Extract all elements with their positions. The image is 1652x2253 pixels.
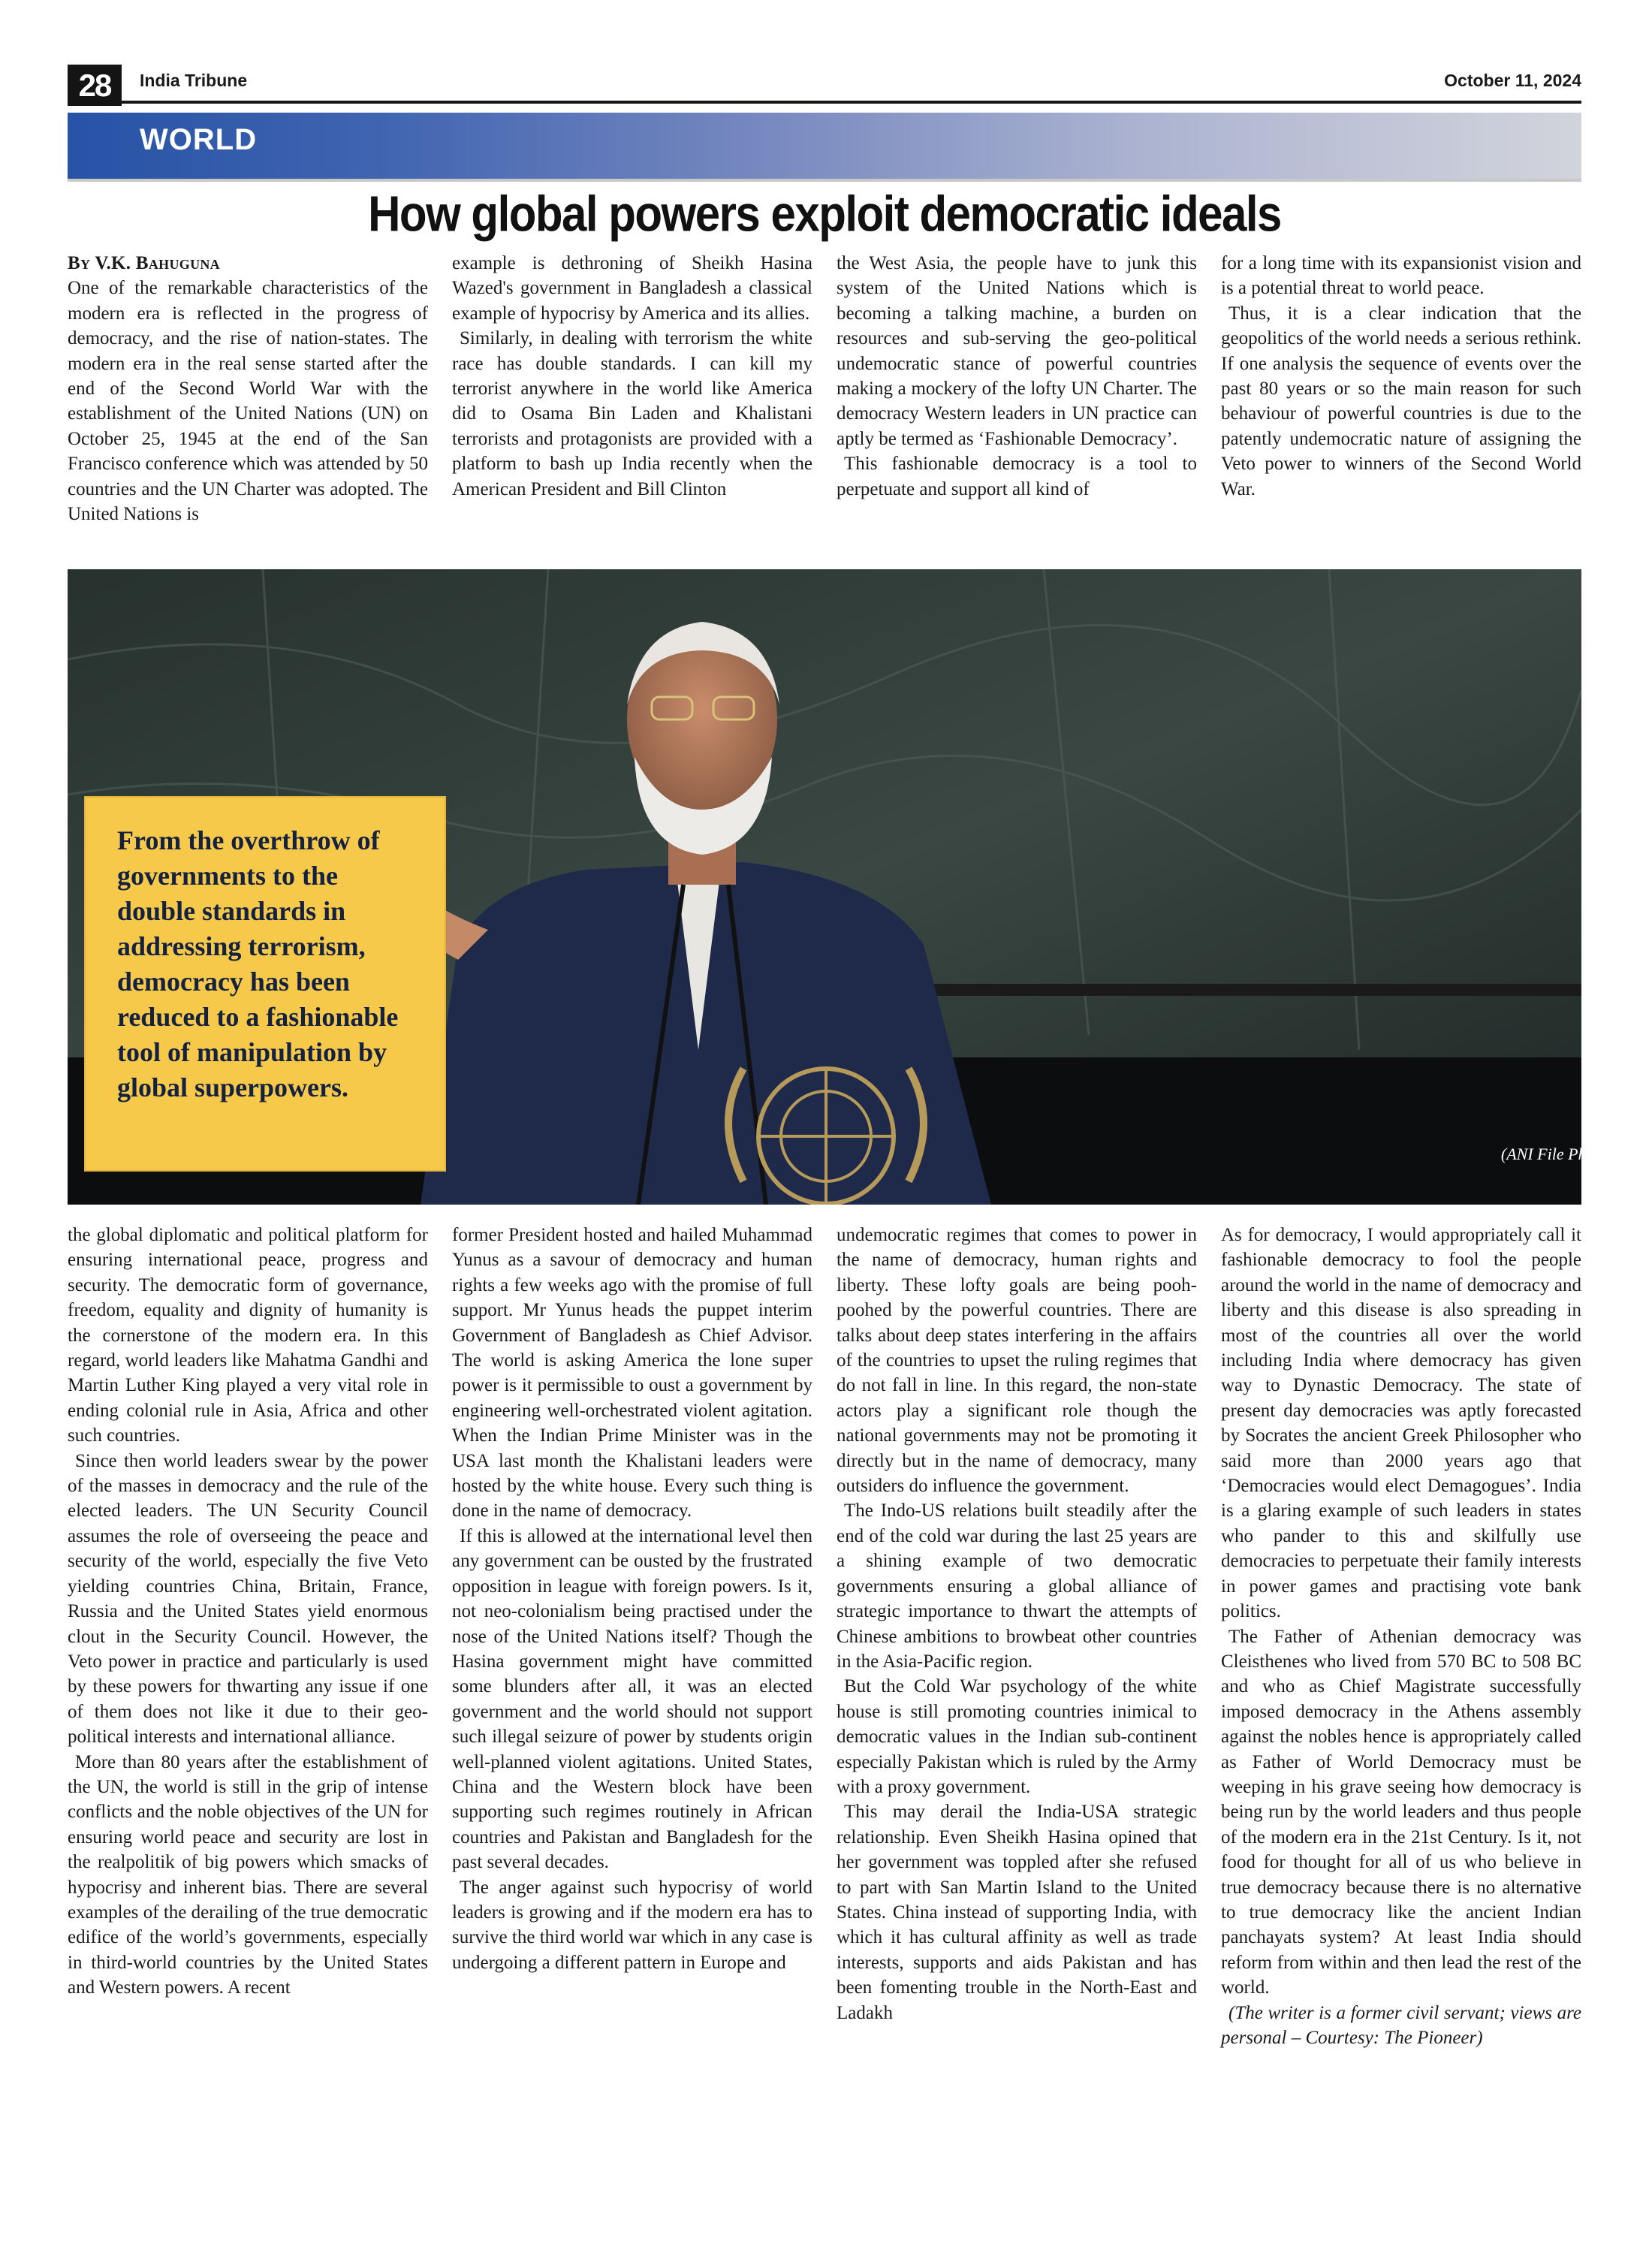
paragraph: Since then world leaders swear by the power of the masses in democracy and the rule of the elected leaders. The UN Security Council assumes the role of overseeing the peace and security of the world, especially the five Veto yielding countries China, Britain, France, Russia and the United States yield enormous clout in the Security Council. However, the Veto power in practice and particularly is used by these powers for thwarting any issue if one of them does not like it due to their geo-political interests and international alliance. bbox=[68, 1450, 428, 1748]
paragraph: Thus, it is a clear indication that the geopolitics of the world needs a serious rethink. If one analysis the sequence of events over the past 80 years or so the main reason for such behaviour of powerful countries is due to the patently undemocratic nature of assigning the Veto power to winners of the Second World War. bbox=[1221, 303, 1581, 499]
publication-date: October 11, 2024 bbox=[1444, 71, 1581, 90]
bottom-column-4 bbox=[1221, 1223, 1581, 2050]
section-band bbox=[68, 113, 1581, 179]
page-header bbox=[68, 65, 1581, 106]
paragraph: example is dethroning of Sheikh Hasina Wazed's government in Bangladesh a classical example of hypocrisy by America and its allies. bbox=[452, 253, 812, 324]
article-bottom-columns bbox=[68, 1223, 1581, 2050]
paragraph: If this is allowed at the international level then any government can be ousted by the frustrated opposition in league with foreign powers. Is it, not neo-colonialism being practised under the nose of the United Nations itself? Though the Hasina government might have committed some blunders after all, it was an elected government and the world should not support such illegal seizure of power by students origin well-planned violent agitations. United States, China and the Western block have been supporting such regimes routinely in African countries and Pakistan and Bangladesh for the past several decades. bbox=[452, 1525, 812, 1873]
paragraph: for a long time with its expansionist vision and is a potential threat to world peace. bbox=[1221, 253, 1581, 299]
paragraph: As for democracy, I would appropriately call it fashionable democracy to fool the people around the world in the name of democracy and liberty and this disease is also spreading in most of the countries all over the world including India where democracy has given way to Dynastic Democracy. The state of present day democracies was aptly forecasted by Socrates the ancient Greek Philosopher who said more than 2000 years ago that ‘Democracies would elect Demagogues’. India is a glaring example of such leaders in states who pander to this and skilfully use democracies to perpetuate their family interests in power games and practising vote bank politics. bbox=[1221, 1225, 1581, 1622]
headline: How global powers exploit democratic ideals bbox=[368, 185, 1281, 243]
photo-credit: (ANI File Photo) bbox=[1500, 1145, 1613, 1163]
top-column-4 bbox=[1221, 251, 1581, 526]
top-column-1 bbox=[68, 251, 428, 526]
top-column-3 bbox=[837, 251, 1197, 526]
byline: By V.K. Bahuguna bbox=[68, 253, 220, 273]
top-column-2 bbox=[452, 251, 812, 526]
paragraph: This may derail the India-USA strategic relationship. Even Sheikh Hasina opined that her government was toppled after she refused to part with San Martin Island to the United States. China instead of supporting India, with which it has cultural affinity as well as trade interests, supports and aids Pakistan and has been fomenting trouble in the North-East and Ladakh bbox=[837, 1802, 1197, 2023]
paragraph: the global diplomatic and political platform for ensuring international peace, progress and security. The democratic form of governance, freedom, equality and dignity of humanity is the cornerstone of the modern era. In this regard, world leaders like Mahatma Gandhi and Martin Luther King played a very vital role in ending colonial rule in Asia, Africa and other such countries. bbox=[68, 1225, 428, 1446]
paragraph: The Indo-US relations built steadily after the end of the cold war during the last 25 years are a shining example of two democratic governments ensuring a global alliance of strategic importance to thwart the attempts of Chinese ambitions to browbeat other countries in the Asia-Pacific region. bbox=[837, 1500, 1197, 1672]
section-rule bbox=[68, 179, 1581, 182]
publication-name: India Tribune bbox=[140, 71, 248, 90]
section-label: WORLD bbox=[140, 123, 258, 156]
article-top-columns bbox=[68, 251, 1581, 526]
pull-quote-text: From the overthrow of governments to the double standards in addressing terrorism, democracy has been reduced to a fashionable tool of manipulation by global superpowers. bbox=[117, 825, 399, 1102]
paragraph: More than 80 years after the establishment of the UN, the world is still in the grip of intense conflicts and the noble objectives of the UN for ensuring world peace and security are lost in the realpolitik of big powers which smacks of hypocrisy and inherent bias. There are several examples of the derailing of the true democratic edifice of the world’s governments, especially in third-world countries by the United States and Western powers. A recent bbox=[68, 1751, 428, 1998]
paragraph: former President hosted and hailed Muhammad Yunus as a savour of democracy and human rights a few weeks ago with the promise of full support. Mr Yunus heads the puppet interim Government of Bangladesh as Chief Advisor. The world is asking America the lone super power is it permissible to oust a government by engineering well-orchestrated violent agitation. When the Indian Prime Minister was in the USA last month the Khalistani leaders were hosted by the white house. Every such thing is done in the name of democracy. bbox=[452, 1225, 812, 1522]
paragraph: undemocratic regimes that comes to power in the name of democracy, human rights and liberty. These lofty goals are being pooh-poohed by the powerful countries. There are talks about deep states interfering in the affairs of the countries to upset the ruling regimes that do not fall in line. In this regard, the non-state actors play a significant role though the national governments may not be promoting it directly but in the name of democracy, many outsiders do influence the government. bbox=[837, 1225, 1197, 1497]
bottom-column-1 bbox=[68, 1223, 428, 2050]
pull-quote bbox=[84, 796, 446, 1172]
paragraph: The anger against such hypocrisy of world leaders is growing and if the modern era has to survive the third world war which in any case is undergoing a different pattern in Europe and bbox=[452, 1877, 812, 1973]
paragraph: This fashionable democracy is a tool to perpetuate and support all kind of bbox=[837, 454, 1197, 499]
page-number: 28 bbox=[68, 65, 122, 106]
author-footnote: (The writer is a former civil servant; views are personal – Courtesy: The Pioneer) bbox=[1221, 2002, 1581, 2048]
header-rule bbox=[122, 101, 1581, 104]
paragraph: the West Asia, the people have to junk this system of the United Nations which is becoming a talking machine, a burden on resources and sub-serving the geo-political undemocratic stance of powerful countries making a mockery of the lofty UN Charter. The democracy Western leaders in UN practice can aptly be termed as ‘Fashionable Democracy’. bbox=[837, 253, 1197, 449]
paragraph: The Father of Athenian democracy was Cleisthenes who lived from 570 BC to 508 BC and who as Chief Magistrate successfully imposed democracy in the Athens assembly against the nobles hence is appropriately called as Father of World Democracy must be weeping in his grave seeing how democracy is being run by the world leaders and thus people of the modern era in the 21st Century. Is it, not food for thought for all of us who believe in true democracy because there is no alternative to true democracy like the ancient Indian panchayats system? At least India should reform from within and then lead the rest of the world. bbox=[1221, 1626, 1581, 1998]
paragraph: Similarly, in dealing with terrorism the white race has double standards. I can kill my terrorist anywhere in the world like America did to Osama Bin Laden and Khalistani terrorists and protagonists are provided with a platform to bash up India recently when the American President and Bill Clinton bbox=[452, 328, 812, 499]
paragraph: But the Cold War psychology of the white house is still promoting countries inimical to democratic values in the Indian sub-continent especially Pakistan which is ruled by the Army with a proxy government. bbox=[837, 1676, 1197, 1797]
bottom-column-2 bbox=[452, 1223, 812, 2050]
bottom-column-3 bbox=[837, 1223, 1197, 2050]
paragraph: One of the remarkable characteristics of the modern era is reflected in the progress of democracy, and the rise of nation-states. The modern era in the real sense started after the end of the Second World War with the establishment of the United Nations (UN) on October 25, 1945 at the end of the San Francisco conference which was attended by 50 countries and the UN Charter was adopted. The United Nations is bbox=[68, 278, 428, 525]
